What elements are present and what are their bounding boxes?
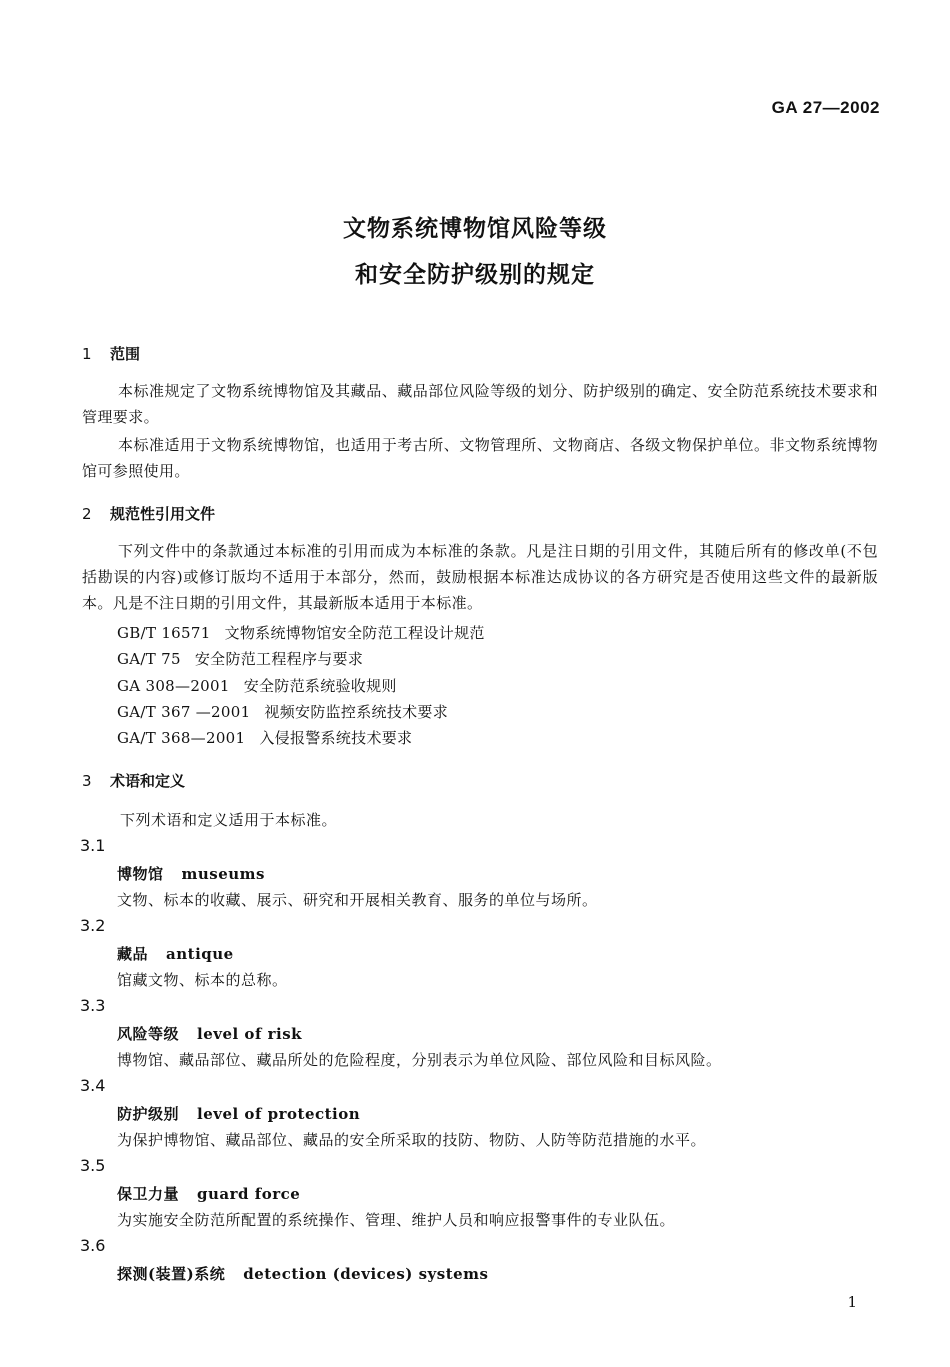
reference-item: [117, 649, 363, 669]
term-heading: [117, 1263, 488, 1284]
term-definition: 为实施安全防范所配置的系统操作、管理、维护人员和响应报警事件的专业队伍。: [117, 1211, 676, 1229]
term-chinese: 博物馆: [117, 865, 164, 883]
section-1-heading: [82, 343, 140, 364]
reference-title: 安全防范工程程序与要求: [194, 650, 364, 668]
reference-code: GA/T 367 —2001: [117, 703, 251, 721]
section-title: 术语和定义: [110, 772, 186, 790]
reference-item: [117, 702, 448, 722]
term-number: 3.3: [80, 996, 106, 1015]
reference-item: [117, 728, 412, 748]
reference-code: GA/T 368—2001: [117, 729, 246, 747]
reference-item: [117, 676, 397, 696]
term-english: level of risk: [197, 1025, 303, 1043]
term-number: 3.2: [80, 916, 106, 935]
term-english: antique: [166, 945, 234, 963]
term-number: 3.5: [80, 1156, 106, 1175]
term-definition: 博物馆、藏品部位、藏品所处的危险程度，分别表示为单位风险、部位风险和目标风险。: [117, 1051, 722, 1069]
term-english: guard force: [197, 1185, 301, 1203]
section-2-heading: [82, 503, 215, 524]
section-number: 1: [82, 345, 92, 363]
term-heading: [117, 943, 234, 964]
reference-code: GB/T 16571: [117, 624, 211, 642]
section-number: 2: [82, 505, 92, 523]
term-chinese: 探测(装置)系统: [117, 1265, 226, 1283]
term-chinese: 藏品: [117, 945, 149, 963]
reference-title: 入侵报警系统技术要求: [259, 729, 413, 747]
section-title: 范围: [110, 345, 141, 363]
reference-item: [117, 623, 485, 643]
section-number: 3: [82, 772, 92, 790]
reference-title: 视频安防监控系统技术要求: [264, 703, 449, 721]
section-3-intro: 下列术语和定义适用于本标准。: [120, 811, 338, 829]
term-heading: [117, 1023, 302, 1044]
term-definition: 馆藏文物、标本的总称。: [117, 971, 288, 989]
term-definition: 为保护博物馆、藏品部位、藏品的安全所采取的技防、物防、人防等防范措施的水平。: [117, 1131, 707, 1149]
document-title-line-2: 和安全防护级别的规定: [355, 262, 595, 288]
term-chinese: 保卫力量: [117, 1185, 180, 1203]
term-heading: [117, 863, 265, 884]
reference-title: 安全防范系统验收规则: [243, 677, 397, 695]
section-title: 规范性引用文件: [110, 505, 216, 523]
term-definition: 文物、标本的收藏、展示、研究和开展相关教育、服务的单位与场所。: [117, 891, 598, 909]
section-3-heading: [82, 770, 185, 791]
term-number: 3.1: [80, 836, 106, 855]
term-english: level of protection: [197, 1105, 361, 1123]
page-number: 1: [847, 1293, 857, 1311]
section-1-paragraph-1: 本标准规定了文物系统博物馆及其藏品、藏品部位风险等级的划分、防护级别的确定、安全防范系统技术要求和管理要求。: [82, 382, 878, 426]
standard-code: GA 27—2002: [771, 98, 880, 117]
term-english: museums: [181, 865, 266, 883]
term-chinese: 风险等级: [117, 1025, 180, 1043]
reference-title: 文物系统博物馆安全防范工程设计规范: [224, 624, 485, 642]
term-chinese: 防护级别: [117, 1105, 180, 1123]
reference-code: GA 308—2001: [117, 677, 230, 695]
section-2-paragraph-1: 下列文件中的条款通过本标准的引用而成为本标准的条款。凡是注日期的引用文件，其随后所有的修改单(不包括勘误的内容)或修订版均不适用于本部分，然而，鼓励根据本标准达成协议的各方研究是否使用这些文件的最新版本。凡是不注日期的引用文件，其最新版本适用于本标准。: [82, 542, 878, 612]
term-heading: [117, 1103, 360, 1124]
document-title-line-1: 文物系统博物馆风险等级: [343, 216, 607, 242]
term-number: 3.6: [80, 1236, 106, 1255]
term-english: detection (devices) systems: [243, 1265, 489, 1283]
reference-code: GA/T 75: [117, 650, 181, 668]
term-number: 3.4: [80, 1076, 106, 1095]
section-1-paragraph-2: 本标准适用于文物系统博物馆，也适用于考古所、文物管理所、文物商店、各级文物保护单位。非文物系统博物馆可参照使用。: [82, 436, 878, 480]
term-heading: [117, 1183, 300, 1204]
